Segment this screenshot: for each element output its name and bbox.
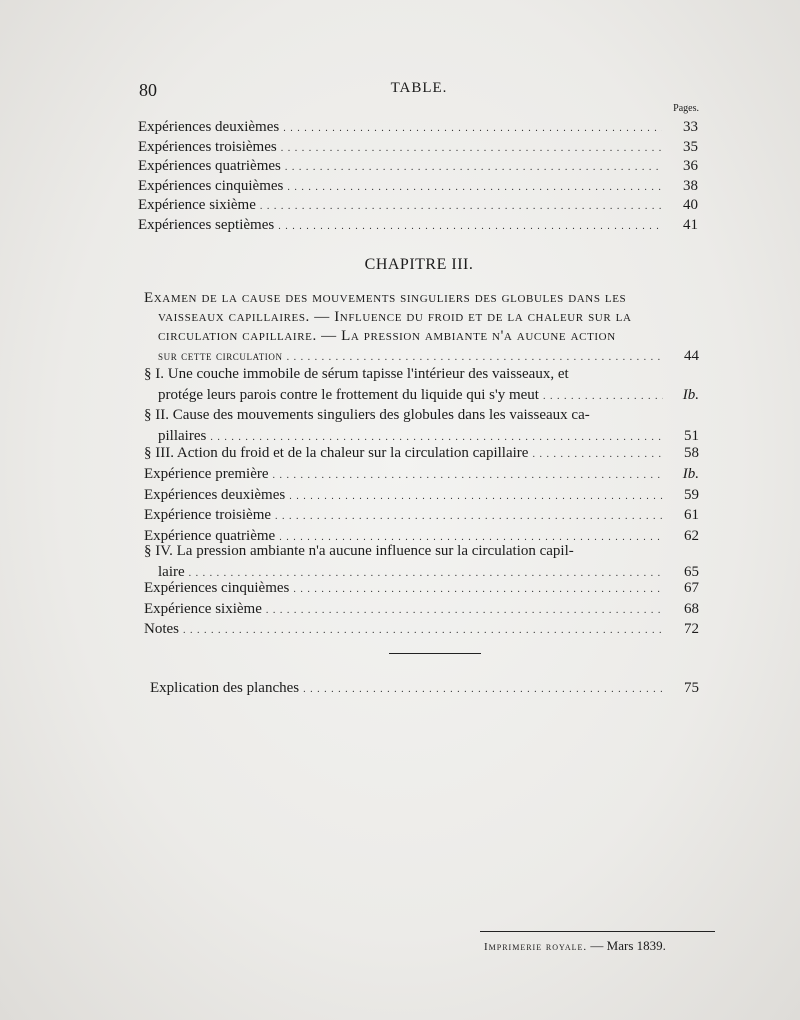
summary-line: circulation capillaire. — La pression ambiante n'a aucune action	[158, 328, 616, 344]
toc-entry[interactable]: Expérience quatrième . . . 62	[144, 526, 699, 547]
section-3-line: § III. Action du froid et de la chaleur sur la circulation capillaire . . . 58	[144, 443, 699, 464]
section-2[interactable]	[144, 405, 699, 447]
running-title: TABLE.	[390, 80, 448, 96]
plates-entry[interactable]	[150, 678, 699, 699]
toc-entry[interactable]: Expérience première . . . Ib.	[144, 464, 699, 485]
section-divider	[389, 653, 481, 654]
toc-entry[interactable]: Notes . . . 72	[144, 619, 699, 640]
imprint	[484, 938, 666, 954]
toc-entry[interactable]: Expériences troisièmes . . . 35	[138, 138, 698, 158]
pages-column-label: Pages.	[673, 103, 699, 114]
toc-entry[interactable]: Expériences deuxièmes . . . 33	[138, 118, 698, 138]
toc-entry[interactable]: Expériences septièmes . . . 41	[138, 216, 698, 236]
section-3[interactable]	[144, 443, 699, 464]
section-4[interactable]	[144, 541, 699, 583]
section-2-line: § II. Cause des mouvements singuliers des globules dans les vaisseaux ca-	[144, 407, 590, 423]
chapter-summary[interactable]	[144, 289, 699, 366]
toc-entry[interactable]: Expériences quatrièmes . . . 36	[138, 157, 698, 177]
toc-entry[interactable]: Expérience troisième . . . 61	[144, 505, 699, 526]
printer-name: Imprimerie royale.	[484, 941, 588, 953]
toc-top-list	[138, 118, 698, 236]
summary-line: vaisseaux capillaires. — Influence du froid et de la chaleur sur la	[158, 309, 632, 325]
toc-entry[interactable]: Expériences cinquièmes . . . 38	[138, 177, 698, 197]
section-1[interactable]	[144, 364, 699, 406]
print-date: — Mars 1839.	[590, 938, 666, 953]
experiments-list-b	[144, 578, 699, 640]
chapter-title: CHAPITRE III.	[364, 256, 474, 273]
summary-last-line: sur cette circulation . . . 44	[144, 346, 699, 366]
toc-entry: Explication des planches . . . 75	[150, 678, 699, 699]
experiments-list-a	[144, 464, 699, 546]
section-1-line: § I. Une couche immobile de sérum tapisse l'intérieur des vaisseaux, et	[144, 366, 569, 382]
section-4-line: § IV. La pression ambiante n'a aucune influence sur la circulation capil-	[144, 543, 574, 559]
page-header	[139, 80, 699, 104]
section-1-line: protége leurs parois contre le frottement du liquide qui s'y meut . . . Ib.	[144, 385, 699, 406]
toc-entry[interactable]: Expérience sixième . . . 40	[138, 196, 698, 216]
toc-entry[interactable]: Expérience sixième . . . 68	[144, 599, 699, 620]
section-4-line: laire . . . 65	[144, 562, 699, 583]
toc-entry[interactable]: Expériences cinquièmes . . . 67	[144, 578, 699, 599]
footer-rule	[480, 931, 715, 932]
section-2-line: pillaires . . . 51	[144, 426, 699, 447]
page-number: 80	[139, 80, 157, 100]
toc-entry[interactable]: Expériences deuxièmes . . . 59	[144, 485, 699, 506]
summary-line: Examen de la cause des mouvements singuliers des globules dans les	[144, 290, 627, 306]
